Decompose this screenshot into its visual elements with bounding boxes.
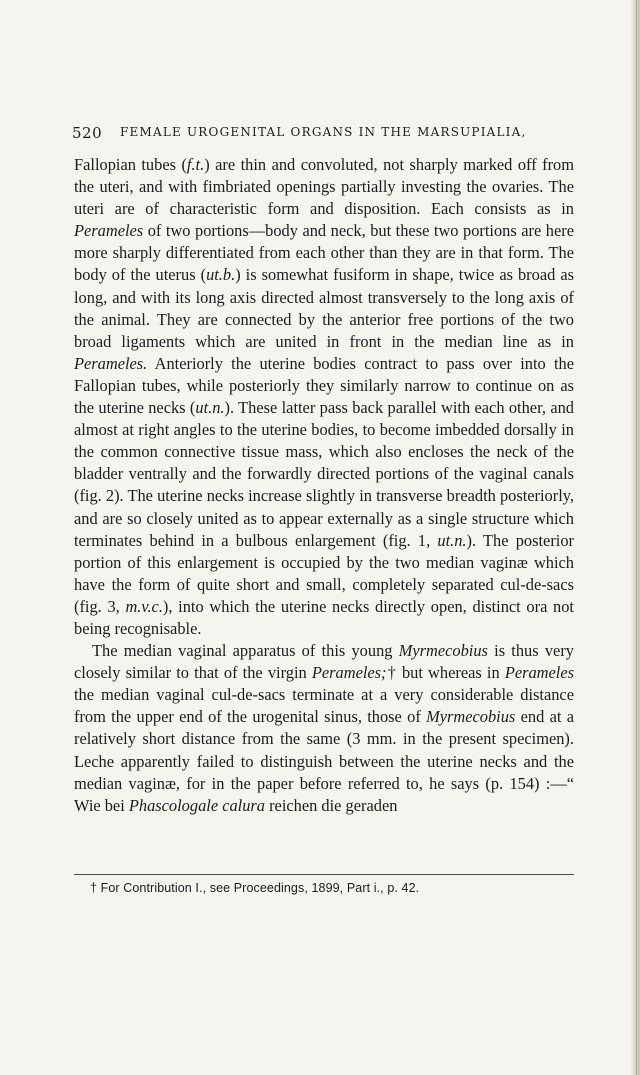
text-run: ) is somewhat fusiform in shape, twice as broad as long, and with its long axis directed almost transversely to the long axis of the animal. They are connected by the anterior free portions of the two broad ligaments which are united in front in the median line as in xyxy=(74,265,574,351)
body-text xyxy=(74,154,574,817)
running-title: FEMALE UROGENITAL ORGANS IN THE MARSUPIALIA, xyxy=(120,125,527,139)
text-run: the median vaginal cul-de-sacs terminate at a very considerable distance from the upper end of the urogenital sinus, those of xyxy=(74,685,574,727)
italic-text: f.t. xyxy=(186,155,205,174)
text-run: ), into which the uterine necks directly open, distinct ora not being recognisable. xyxy=(74,596,574,638)
text-run: is thus very closely similar to that of the virgin xyxy=(74,641,574,683)
italic-text: Myrmecobius xyxy=(426,707,516,727)
italic-text: Perameles xyxy=(74,221,144,241)
text-run: Fallopian tubes ( xyxy=(74,155,187,174)
page-edge-line xyxy=(636,0,637,1075)
footnote: † For Contribution I., see Proceedings, 1899, Part i., p. 42. xyxy=(90,881,420,895)
text-run: † but whereas in xyxy=(386,663,505,683)
page-number: 520 xyxy=(72,124,103,142)
text-run: of two portions—body and neck, but these two portions are here more sharply differentiated from each other than they are in that form. The body of the uterus ( xyxy=(74,221,574,285)
text-run: The median vaginal apparatus of this young xyxy=(92,641,399,661)
italic-text: ut.n. xyxy=(195,398,225,418)
text-run: reichen die geraden xyxy=(265,795,398,815)
italic-text: Perameles. xyxy=(74,353,148,373)
page-edge xyxy=(630,0,640,1075)
italic-text: ut.n. xyxy=(437,530,467,550)
italic-text: m.v.c. xyxy=(125,596,163,616)
italic-text: Phascologale calura xyxy=(128,795,265,815)
text-run: end at a relatively short distance from the same (3 mm. in the present specimen). Leche apparently failed to distinguish between the uterine necks and the median vaginæ, for in the paper before referred to, he says (p. 154) :—“ Wie bei xyxy=(74,707,574,815)
paragraph-2 xyxy=(74,640,574,817)
italic-text: ut.b. xyxy=(206,265,236,285)
italic-text: Perameles xyxy=(504,663,574,683)
page-header xyxy=(72,124,572,144)
footnote-rule xyxy=(74,874,574,875)
text-run: ). The posterior portion of this enlargement is occupied by the two median vaginæ which have the form of quite short and small, completely separated cul-de-sacs (fig. 3, xyxy=(74,530,574,616)
text-run: ). These latter pass back parallel with each other, and almost at right angles to the uterine bodies, to become imbedded dorsally in the common connective tissue mass, which also encloses the neck of the bladder ventrally and the forwardly directed portions of the vaginal canals (fig. 2). The uterine necks increase slightly in transverse breadth posteriorly, and are so closely united as to appear externally as a single structure which terminates behind in a bulbous enlargement (fig. 1, xyxy=(74,398,574,550)
paragraph-1 xyxy=(74,154,574,640)
italic-text: Myrmecobius xyxy=(398,641,488,661)
italic-text: Perameles; xyxy=(311,663,387,683)
text-run: ) are thin and convoluted, not sharply marked off from the uteri, and with fimbriated openings partially investing the ovaries. The uteri are of characteristic form and disposition. Each consists as in xyxy=(74,155,574,219)
text-run: Anteriorly the uterine bodies contract to pass over into the Fallopian tubes, while posteriorly they similarly narrow to continue on as the uterine necks ( xyxy=(74,353,574,418)
